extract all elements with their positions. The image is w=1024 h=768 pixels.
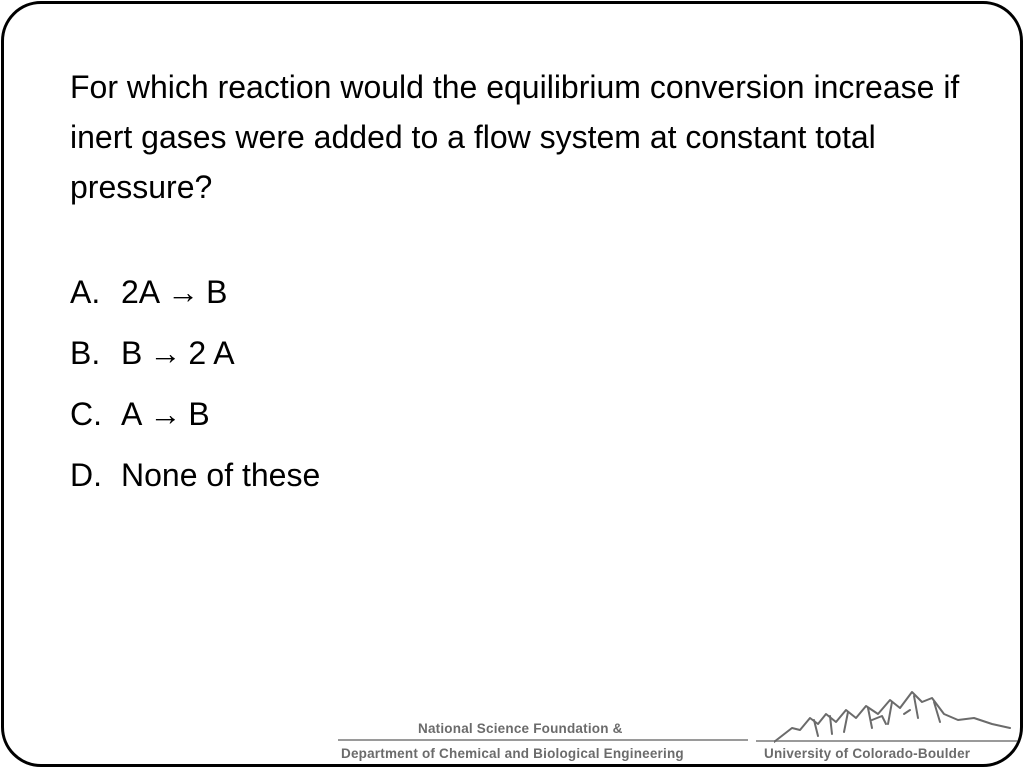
arrow-right-icon: → — [167, 274, 200, 310]
mountain-icon — [774, 684, 1014, 746]
option-rhs: 2 A — [188, 335, 235, 371]
footer-university-text: University of Colorado-Boulder — [764, 746, 971, 761]
option-rhs: B — [206, 274, 228, 310]
option-letter: B. — [70, 335, 101, 371]
footer-department-text: Department of Chemical and Biological Engineering — [341, 746, 684, 761]
option-letter: C. — [70, 396, 102, 432]
option-lhs: B — [121, 335, 143, 371]
arrow-right-icon: → — [149, 396, 182, 432]
option-letter: D. — [70, 457, 102, 493]
slide — [1, 1, 1023, 767]
option-lhs: A — [121, 396, 143, 432]
option-d[interactable] — [70, 453, 320, 514]
option-b[interactable] — [70, 331, 320, 392]
question-text: For which reaction would the equilibrium conversion increase if inert gases were added to a flow system at constant total pressure? — [70, 69, 960, 205]
option-rhs: B — [188, 396, 210, 432]
answer-options — [70, 270, 320, 514]
option-text: None of these — [121, 457, 321, 493]
option-letter: A. — [70, 274, 101, 310]
footer-divider — [338, 739, 748, 741]
option-lhs: 2A — [121, 274, 161, 310]
footer-sponsor-text: National Science Foundation & — [418, 721, 623, 736]
option-c[interactable] — [70, 392, 320, 453]
arrow-right-icon: → — [149, 335, 182, 371]
option-a[interactable] — [70, 270, 320, 331]
